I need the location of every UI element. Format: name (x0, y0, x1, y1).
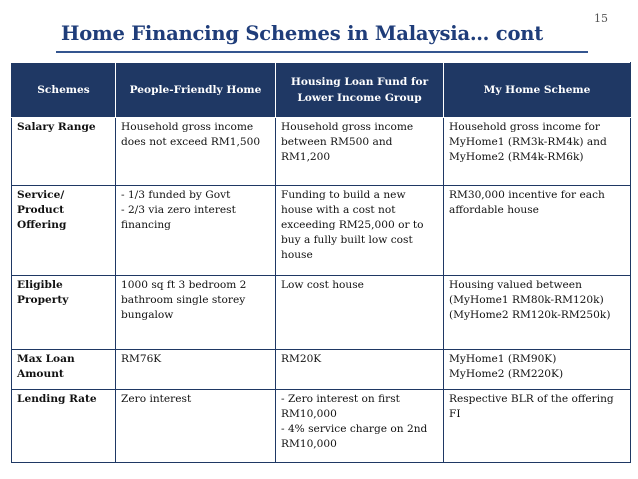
cell-people-friendly-max-loan: RM76K (116, 350, 276, 390)
cell-myhome-max-loan (444, 350, 631, 390)
cell-housing-loan-property: Low cost house (276, 276, 444, 350)
schemes-table (11, 62, 631, 463)
cell-myhome-lending: Respective BLR of the offering FI (444, 390, 631, 463)
cell-housing-loan-service: Funding to build a new house with a cost not exceeding RM25,000 or to buy a fully built low cost house (276, 186, 444, 276)
cell-myhome-property: Housing valued between (MyHome1 RM80k-RM120k) (MyHome2 RM120k-RM250k) (444, 276, 631, 350)
cell-people-friendly-lending: Zero interest (116, 390, 276, 463)
cell-people-friendly-service (116, 186, 276, 276)
title-underline (56, 51, 588, 53)
row-label-salary-range: Salary Range (12, 118, 116, 186)
lending-line: - Zero interest on first RM10,000 (281, 393, 400, 420)
row-label-service-offering: Service/ Product Offering (12, 186, 116, 276)
header-my-home-scheme: My Home Scheme (444, 63, 631, 118)
header-housing-loan-fund: Housing Loan Fund for Lower Income Group (276, 63, 444, 118)
page-title: Home Financing Schemes in Malaysia… cont (61, 22, 544, 45)
row-label-max-loan: Max Loan Amount (12, 350, 116, 390)
cell-myhome-service: RM30,000 incentive for each affordable house (444, 186, 631, 276)
cell-housing-loan-lending (276, 390, 444, 463)
page-number: 15 (594, 12, 608, 25)
max-loan-line: MyHome1 (RM90K) (449, 353, 557, 365)
header-schemes: Schemes (12, 63, 116, 118)
cell-housing-loan-salary: Household gross income between RM500 and RM1,200 (276, 118, 444, 186)
service-line: - 1/3 funded by Govt (121, 189, 231, 201)
lending-line: - 4% service charge on 2nd RM10,000 (281, 423, 428, 450)
table-row (12, 118, 631, 186)
cell-people-friendly-salary: Household gross income does not exceed RM1,500 (116, 118, 276, 186)
service-line: - 2/3 via zero interest financing (121, 204, 236, 231)
table-header-row (12, 63, 631, 118)
table-row (12, 350, 631, 390)
row-label-lending-rate: Lending Rate (12, 390, 116, 463)
cell-myhome-salary: Household gross income for MyHome1 (RM3k-RM4k) and MyHome2 (RM4k-RM6k) (444, 118, 631, 186)
table-row (12, 390, 631, 463)
row-label-eligible-property: Eligible Property (12, 276, 116, 350)
table-row (12, 276, 631, 350)
cell-housing-loan-max-loan: RM20K (276, 350, 444, 390)
max-loan-line: MyHome2 (RM220K) (449, 368, 564, 380)
cell-people-friendly-property: 1000 sq ft 3 bedroom 2 bathroom single storey bungalow (116, 276, 276, 350)
header-people-friendly-home: People-Friendly Home (116, 63, 276, 118)
table-row (12, 186, 631, 276)
